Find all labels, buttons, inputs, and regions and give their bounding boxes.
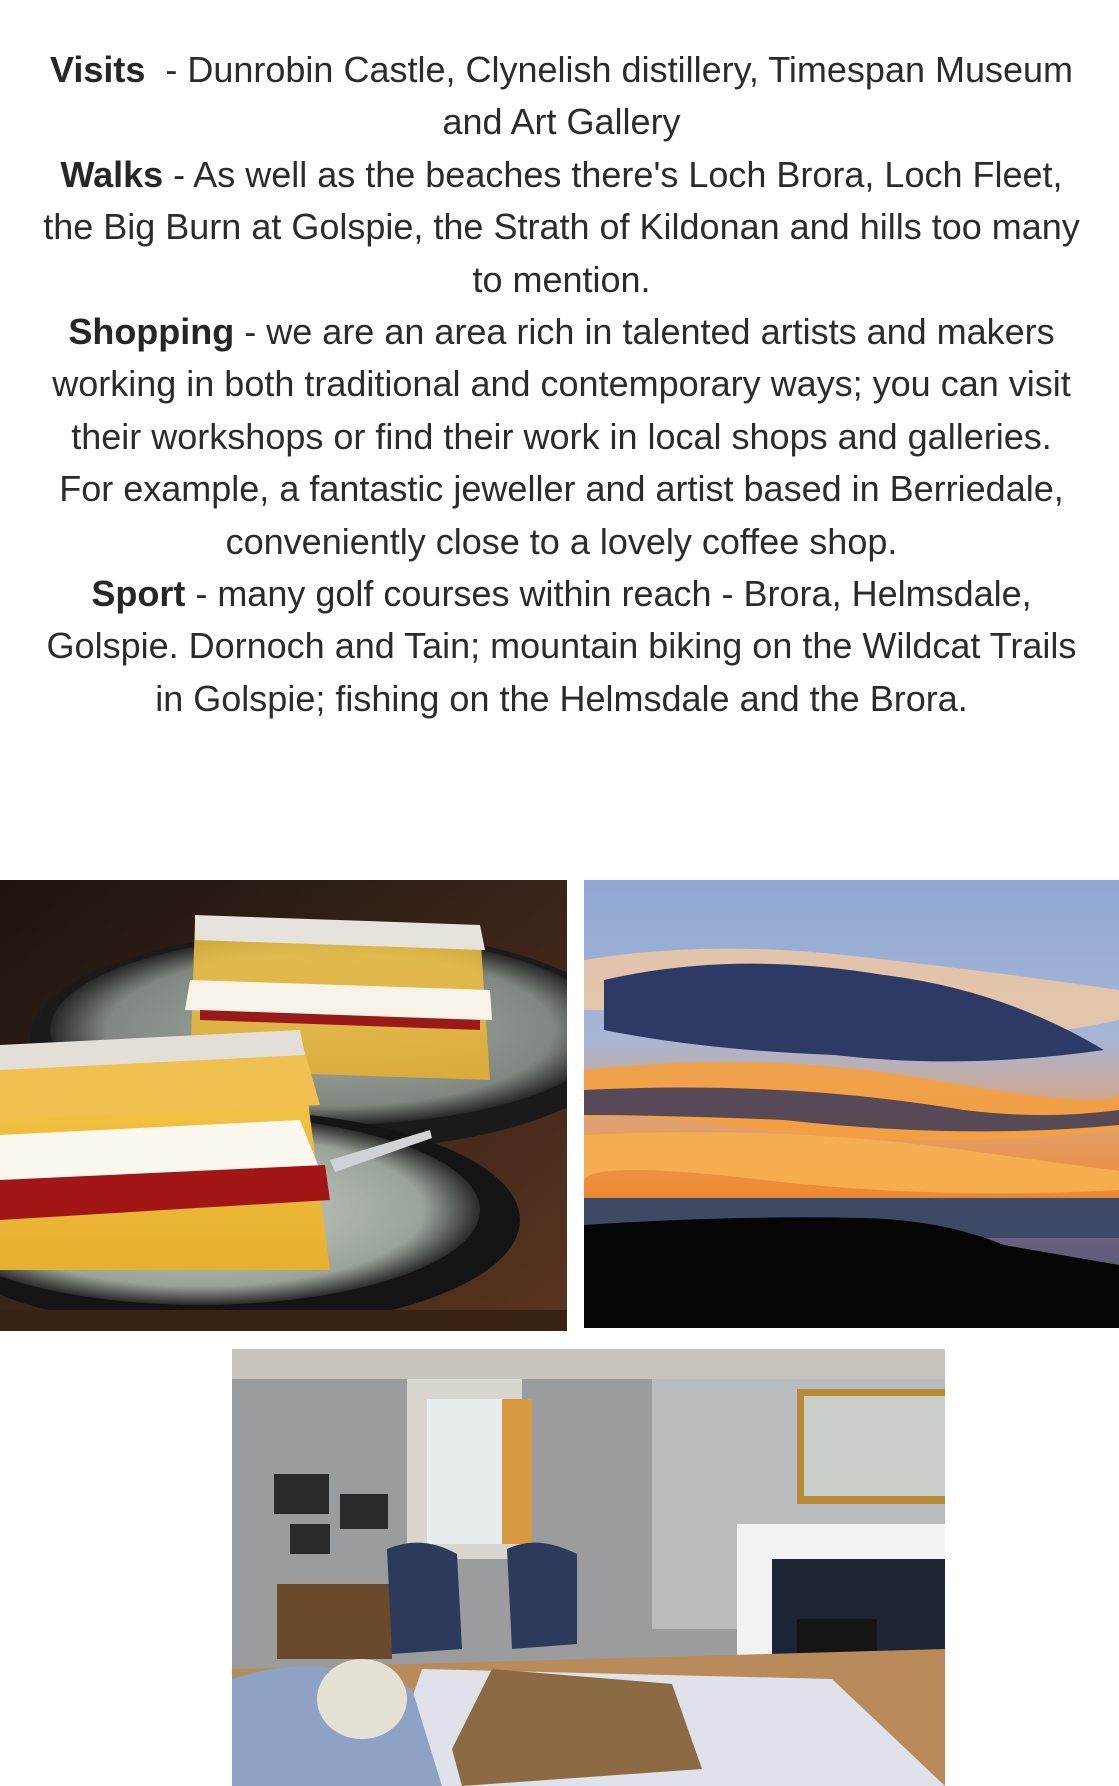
activities-text (40, 44, 1083, 725)
text-visits: - Dunrobin Castle, Clynelish distillery, Timespan Museum and Art Gallery (145, 49, 1084, 143)
paragraph-shopping (40, 306, 1083, 568)
text-sport: - many golf courses within reach - Brora, Helmsdale, Golspie. Dornoch and Tain; mountain biking on the Wildcat Trails in Golspie; fishing on the Helmsdale and the Brora. (46, 573, 1077, 719)
sitting-room-photo (232, 1349, 945, 1786)
sitting-room-image (232, 1349, 945, 1786)
cake-photo (0, 880, 567, 1331)
sunset-photo (584, 880, 1119, 1328)
heading-sport: Sport (91, 573, 186, 615)
heading-visits: Visits (49, 49, 146, 90)
paragraph-visits (40, 44, 1083, 149)
paragraph-sport (40, 568, 1083, 725)
text-shopping: - we are an area rich in talented artists and makers working in both traditional and contemporary ways; you can visit their workshops or find their work in local shops and galleries. For example, a fantastic jeweller and artist based in Berriedale, conveniently close to a lovely coffee shop. (52, 311, 1071, 562)
sunset-image (584, 880, 1119, 1328)
heading-shopping: Shopping (68, 311, 235, 353)
cake-image (0, 880, 567, 1331)
paragraph-walks (40, 149, 1083, 306)
text-walks: - As well as the beaches there's Loch Brora, Loch Fleet, the Big Burn at Golspie, the Strath of Kildonan and hills too many to mention. (43, 153, 1080, 300)
heading-walks: Walks (60, 153, 164, 195)
